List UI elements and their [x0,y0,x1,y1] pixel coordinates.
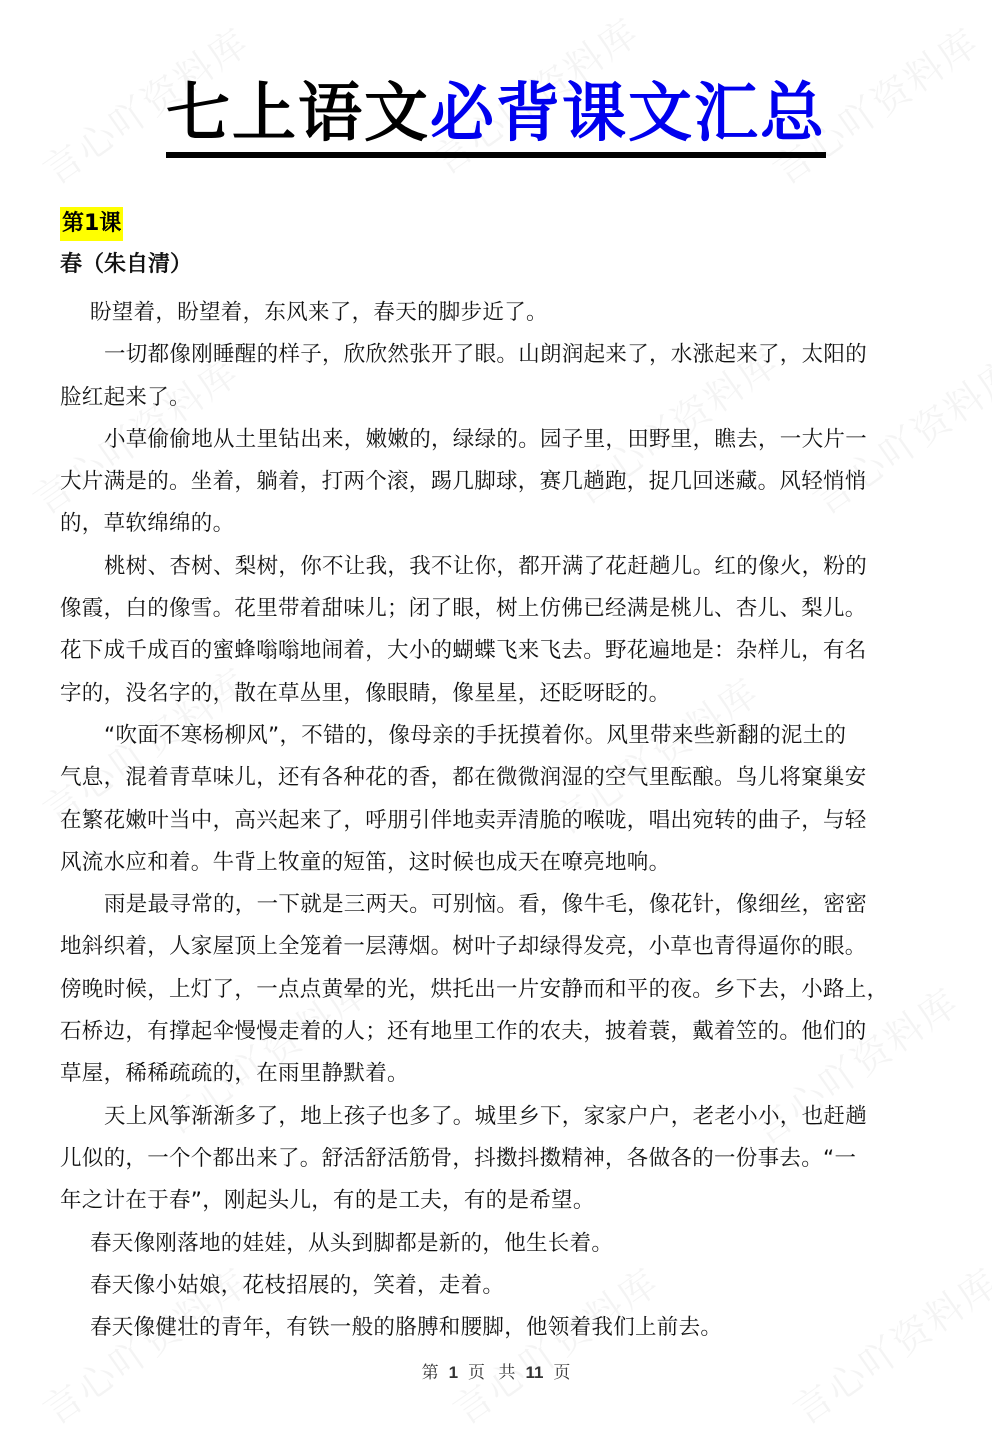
paragraph [60,1265,940,1307]
paragraph-line: 春天像小姑娘，花枝招展的，笑着，走着。 [90,1272,505,1298]
paragraph-line: 风流水应和着。牛背上牧童的短笛，这时候也成天在嘹亮地响。 [60,849,671,875]
paragraph-line: 雨是最寻常的，一下就是三两天。可别恼。看，像牛毛，像花针，像细丝，密密 [104,892,868,918]
paragraph-line: 脸红起来了。 [60,384,191,410]
paragraph-line: 地斜织着，人家屋顶上全笼着一层薄烟。树叶子却绿得发亮，小草也青得逼你的眼。 [60,934,867,960]
paragraph [60,334,940,419]
paragraph-line: 像霞，白的像雪。花里带着甜味儿；闭了眼，树上仿佛已经满是桃儿、杏儿、梨儿。 [60,596,867,622]
paragraph-line: 儿似的，一个个都出来了。舒活舒活筋骨，抖擞抖擞精神，各做各的一份事去。“一 [60,1145,857,1171]
lesson-number-tag: 第1课 [60,207,123,241]
paragraph-line: 傍晚时候，上灯了，一点点黄晕的光，烘托出一片安静而和平的夜。乡下去，小路上， [60,976,889,1002]
paragraph [60,1307,940,1349]
paragraph-line: 的，草软绵绵的。 [60,511,235,537]
paragraph [60,292,940,334]
paragraph-line: 花下成千成百的蜜蜂嗡嗡地闹着，大小的蝴蝶飞来飞去。野花遍地是：杂样儿，有名 [60,638,867,664]
paragraph-line: 在繁花嫩叶当中，高兴起来了，呼朋引伴地卖弄清脆的喉咙，唱出宛转的曲子，与轻 [60,807,867,833]
poem-body [60,292,940,1349]
paragraph [60,715,940,884]
paragraph-line: 草屋，稀稀疏疏的，在雨里静默着。 [60,1061,409,1087]
paragraph-line: 春天像健壮的青年，有铁一般的胳膊和腰脚，他领着我们上前去。 [90,1315,723,1341]
paragraph-line: 天上风筝渐渐多了，地上孩子也多了。城里乡下，家家户户，老老小小，也赶趟 [104,1103,868,1129]
current-page-number: 1 [448,1363,459,1382]
paragraph-line: 一切都像刚睡醒的样子，欣欣然张开了眼。山朗润起来了，水涨起来了，太阳的 [104,342,868,368]
paragraph-line: 气息，混着青草味儿，还有各种花的香，都在微微润湿的空气里酝酿。鸟儿将窠巢安 [60,765,867,791]
paragraph [60,419,940,546]
poem-title: 春（朱自清） [60,252,193,277]
page-footer [0,1358,992,1383]
paragraph-line: “吹面不寒杨柳风”，不错的，像母亲的手抚摸着你。风里带来些新翻的泥土的 [104,722,847,748]
footer-prefix: 第 [421,1363,439,1383]
paragraph-line: 大片满是的。坐着，躺着，打两个滚，踢几脚球，赛几趟跑，捉几回迷藏。风轻悄悄 [60,469,867,495]
page-title-black-part: 七上语文 [166,77,430,151]
paragraph [60,884,940,1095]
paragraph [60,546,940,715]
paragraph-line: 盼望着，盼望着，东风来了，春天的脚步近了。 [90,300,548,325]
paragraph-line: 桃树、杏树、梨树，你不让我，我不让你，都开满了花赶趟儿。红的像火，粉的 [104,553,868,579]
page-title-container [0,77,992,158]
paragraph-line: 石桥边，有撑起伞慢慢走着的人；还有地里工作的农夫，披着蓑，戴着笠的。他们的 [60,1019,867,1045]
paragraph-line: 春天像刚落地的娃娃，从头到脚都是新的，他生长着。 [90,1230,614,1256]
paragraph [60,1096,940,1223]
paragraph-line: 字的，没名字的，散在草丛里，像眼睛，像星星，还眨呀眨的。 [60,680,671,706]
page-title [166,77,826,158]
footer-suffix: 页 [553,1363,571,1383]
paragraph-line: 年之计在于春”，刚起头儿，有的是工夫，有的是希望。 [60,1188,595,1214]
total-pages-number: 11 [525,1363,544,1382]
paragraph-line: 小草偷偷地从土里钻出来，嫩嫩的，绿绿的。园子里，田野里，瞧去，一大片一 [104,426,868,452]
paragraph [60,1223,940,1265]
page-title-blue-part: 必背课文汇总 [430,77,826,151]
footer-middle: 页 共 [468,1363,516,1383]
